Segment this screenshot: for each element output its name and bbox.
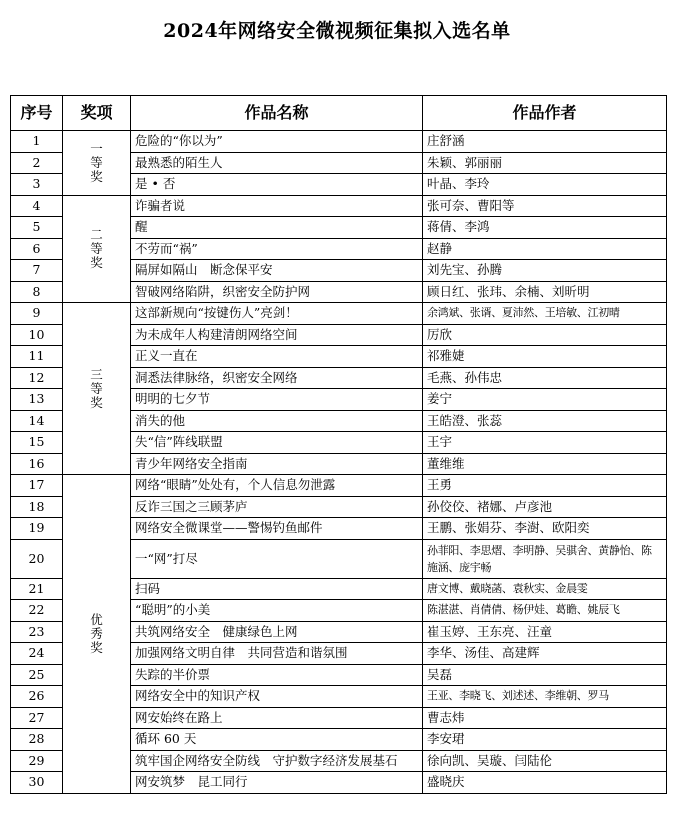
- table-row: [11, 131, 667, 153]
- row-index: 14: [11, 410, 63, 432]
- row-work: 循环 60 天: [131, 729, 423, 751]
- row-work: 不劳而“祸”: [131, 238, 423, 260]
- row-author: 陈湛湛、肖倩倩、杨伊娃、葛瞻、姚辰飞: [423, 600, 667, 622]
- row-work: 洞悉法律脉络，织密安全网络: [131, 367, 423, 389]
- row-author: 张可奈、曹阳等: [423, 195, 667, 217]
- row-index: 19: [11, 518, 63, 540]
- row-index: 30: [11, 772, 63, 794]
- row-work: 为未成年人构建清朗网络空间: [131, 324, 423, 346]
- row-index: 8: [11, 281, 63, 303]
- row-work: “聪明”的小美: [131, 600, 423, 622]
- row-index: 21: [11, 578, 63, 600]
- row-index: 7: [11, 260, 63, 282]
- row-author: 王宇: [423, 432, 667, 454]
- row-author: 余鸿斌、张谞、夏沛然、王培敏、江初晴: [423, 303, 667, 325]
- header-work: 作品名称: [131, 96, 423, 131]
- row-work: 网络安全中的知识产权: [131, 686, 423, 708]
- header-author: 作品作者: [423, 96, 667, 131]
- table-row: [11, 195, 667, 217]
- row-index: 17: [11, 475, 63, 497]
- row-author: 刘先宝、孙腾: [423, 260, 667, 282]
- row-work: 筑牢国企网络安全防线 守护数字经济发展基石: [131, 750, 423, 772]
- row-work: 反诈三国之三顾茅庐: [131, 496, 423, 518]
- row-author: 祁雅婕: [423, 346, 667, 368]
- row-work: 醒: [131, 217, 423, 239]
- row-index: 23: [11, 621, 63, 643]
- award-first-prize: 一 等 奖: [63, 131, 131, 196]
- row-work: 加强网络文明自律 共同营造和谐氛围: [131, 643, 423, 665]
- row-work: 智破网络陷阱，织密安全防护网: [131, 281, 423, 303]
- row-index: 2: [11, 152, 63, 174]
- row-work: 失踪的半价票: [131, 664, 423, 686]
- row-index: 16: [11, 453, 63, 475]
- row-index: 11: [11, 346, 63, 368]
- row-author: 王鹏、张娟芬、李澍、欧阳奕: [423, 518, 667, 540]
- row-index: 3: [11, 174, 63, 196]
- row-index: 22: [11, 600, 63, 622]
- row-work: 诈骗者说: [131, 195, 423, 217]
- row-index: 28: [11, 729, 63, 751]
- row-author: 徐向凯、吴璇、闫陆伦: [423, 750, 667, 772]
- row-author: 曹志炜: [423, 707, 667, 729]
- row-author: 叶晶、李玲: [423, 174, 667, 196]
- row-index: 1: [11, 131, 63, 153]
- row-work: 共筑网络安全 健康绿色上网: [131, 621, 423, 643]
- row-index: 6: [11, 238, 63, 260]
- row-author: 庄舒涵: [423, 131, 667, 153]
- row-work: 隔屏如隔山 断念保平安: [131, 260, 423, 282]
- row-index: 24: [11, 643, 63, 665]
- award-third-prize: 三 等 奖: [63, 303, 131, 475]
- row-work: 网安始终在路上: [131, 707, 423, 729]
- row-author: 唐文博、戴晓菡、袁秋实、金晨雯: [423, 578, 667, 600]
- row-index: 5: [11, 217, 63, 239]
- table-row: [11, 475, 667, 497]
- header-award: 奖项: [63, 96, 131, 131]
- row-index: 29: [11, 750, 63, 772]
- row-work: 明明的七夕节: [131, 389, 423, 411]
- row-work: 是 • 否: [131, 174, 423, 196]
- row-index: 26: [11, 686, 63, 708]
- row-index: 13: [11, 389, 63, 411]
- row-index: 4: [11, 195, 63, 217]
- row-work: 正义一直在: [131, 346, 423, 368]
- selection-table: [10, 95, 667, 794]
- award-excellence: 优 秀 奖: [63, 475, 131, 794]
- row-index: 20: [11, 539, 63, 578]
- row-author: 顾日红、张玮、余楠、刘昕明: [423, 281, 667, 303]
- row-work: 失“信”阵线联盟: [131, 432, 423, 454]
- row-work: 危险的“你以为”: [131, 131, 423, 153]
- row-work: 这部新规向“按键伤人”亮剑！: [131, 303, 423, 325]
- row-author: 毛燕、孙伟忠: [423, 367, 667, 389]
- row-work: 网络“眼睛”处处有，个人信息勿泄露: [131, 475, 423, 497]
- row-work: 最熟悉的陌生人: [131, 152, 423, 174]
- row-index: 15: [11, 432, 63, 454]
- row-index: 27: [11, 707, 63, 729]
- row-work: 消失的他: [131, 410, 423, 432]
- row-work: 扫码: [131, 578, 423, 600]
- row-author: 李安珺: [423, 729, 667, 751]
- row-author: 盛晓庆: [423, 772, 667, 794]
- row-author: 吴磊: [423, 664, 667, 686]
- row-author: 蒋倩、李鸿: [423, 217, 667, 239]
- row-author: 赵静: [423, 238, 667, 260]
- row-author: 董维维: [423, 453, 667, 475]
- row-index: 9: [11, 303, 63, 325]
- header-row: [11, 96, 667, 131]
- row-author: 王勇: [423, 475, 667, 497]
- row-author: 朱颖、郭丽丽: [423, 152, 667, 174]
- row-work: 一“网”打尽: [131, 539, 423, 578]
- row-index: 10: [11, 324, 63, 346]
- award-second-prize: 二 等 奖: [63, 195, 131, 303]
- row-index: 12: [11, 367, 63, 389]
- header-index: 序号: [11, 96, 63, 131]
- row-author: 王亚、李晓飞、刘述述、李维朝、罗马: [423, 686, 667, 708]
- row-work: 网络安全微课堂——警惕钓鱼邮件: [131, 518, 423, 540]
- row-author: 崔玉婷、王东亮、汪童: [423, 621, 667, 643]
- table-row: [11, 303, 667, 325]
- row-work: 青少年网络安全指南: [131, 453, 423, 475]
- row-index: 25: [11, 664, 63, 686]
- row-work: 网安筑梦 昆工同行: [131, 772, 423, 794]
- page-title: 2024年网络安全微视频征集拟入选名单: [163, 20, 511, 42]
- row-author: 李华、汤佳、高建辉: [423, 643, 667, 665]
- row-index: 18: [11, 496, 63, 518]
- row-author: 厉欣: [423, 324, 667, 346]
- row-author: 王皓澄、张蕊: [423, 410, 667, 432]
- row-author: 孙佼佼、褚娜、卢彦池: [423, 496, 667, 518]
- row-author: 姜宁: [423, 389, 667, 411]
- row-author: 孙菲阳、李思熠、李明静、吴骐舍、黄静怡、陈施涵、庞宇畅: [423, 539, 667, 578]
